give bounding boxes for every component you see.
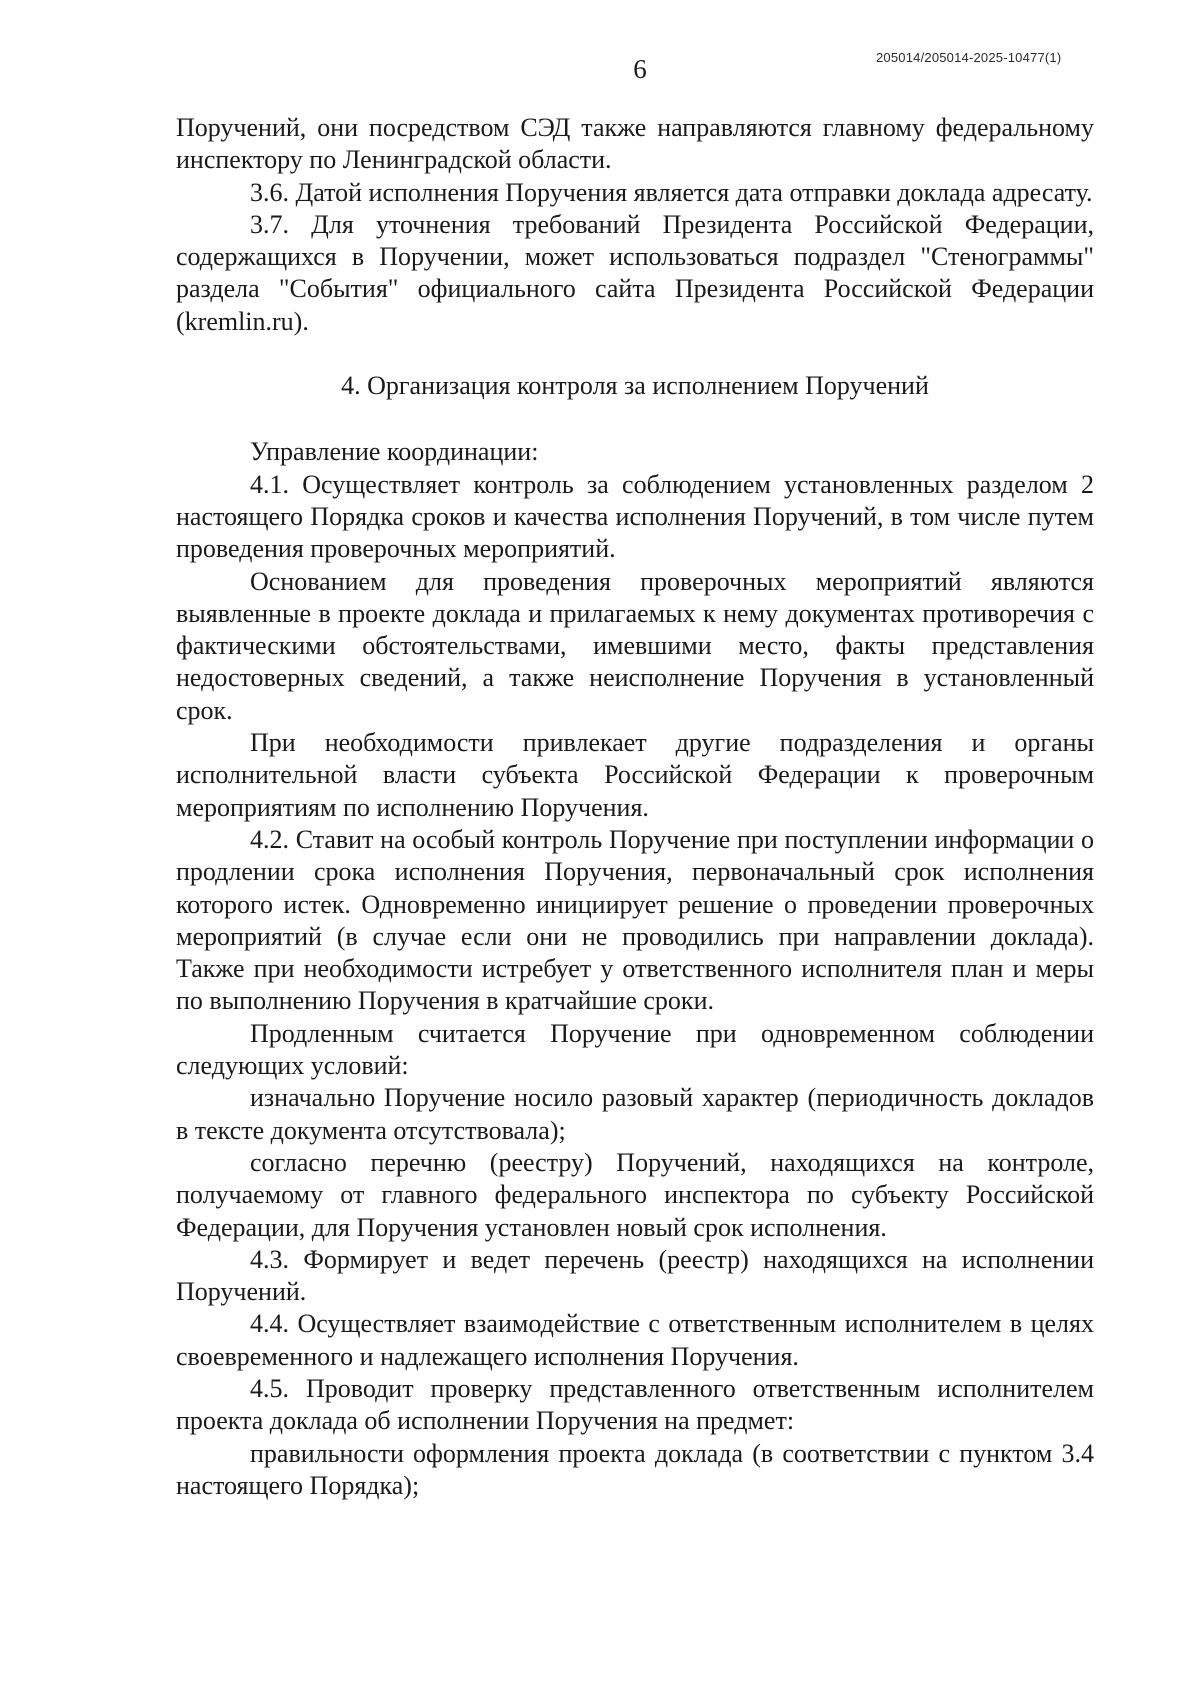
paragraph-4-1: 4.1. Осуществляет контроль за соблюдением установленных разделом 2 настоящего Порядка сроков и качества исполнения Поручений, в том числе путем проведения проверочных мероприятий. [176, 469, 1094, 564]
paragraph-4-5: 4.5. Проводит проверку представленного ответственным исполнителем проекта доклада об исполнении Поручения на предмет: [176, 1373, 1094, 1436]
document-body [176, 112, 1094, 1502]
paragraph-condition-2: согласно перечню (реестру) Поручений, находящихся на контроле, получаемому от главного федерального инспектора по субъекту Российской Федерации, для Поручения установлен новый срок исполнения. [176, 1147, 1094, 1242]
paragraph-3-7: 3.7. Для уточнения требований Президента Российской Федерации, содержащихся в Поручении, может использоваться подраздел "Стенограммы" раздела "События" официального сайта Президента Российской Федерации (kremlin.ru). [176, 209, 1094, 336]
paragraph-3-6: 3.6. Датой исполнения Поручения является дата отправки доклада адресату. [250, 177, 1093, 207]
page-number: 6 [633, 54, 647, 84]
paragraph-4-2: 4.2. Ставит на особый контроль Поручение при поступлении информации о продлении срока исполнения Поручения, первоначальный срок исполнения которого истек. Одновременно инициирует решение о проведении проверочных мероприятий (в случае если они не проводились при направлении доклада). Также при необходимости истребует у ответственного исполнителя план и меры по выполнению Поручения в кратчайшие сроки. [176, 824, 1094, 1016]
paragraph-extended: Продленным считается Поручение при одновременном соблюдении следующих условий: [176, 1018, 1094, 1081]
paragraph-continuation: Поручений, они посредством СЭД также направляются главному федеральному инспектору по Ленинградской области. [176, 113, 1094, 175]
paragraph-correctness: правильности оформления проекта доклада (в соответствии с пунктом 3.4 настоящего Порядка); [176, 1438, 1094, 1500]
paragraph-4-3: 4.3. Формирует и ведет перечень (реестр) находящихся на исполнении Поручений. [176, 1244, 1094, 1307]
paragraph-4-4: 4.4. Осуществляет взаимодействие с ответственным исполнителем в целях своевременного и надлежащего исполнения Поручения. [176, 1309, 1094, 1371]
paragraph-grounds: Основанием для проведения проверочных мероприятий являются выявленные в проекте доклада и прилагаемых к нему документах противоречия с фактическими обстоятельствами, имевшими место, факты представления недостоверных сведений, а также неисполнение Поручения в установленный срок. [176, 566, 1094, 725]
document-id: 205014/205014-2025-10477(1) [876, 50, 1062, 65]
paragraph-condition-1: изначально Поручение носило разовый характер (периодичность докладов в тексте документа отсутствовала); [176, 1083, 1094, 1145]
paragraph-intro: Управление координации: [250, 437, 539, 467]
section-4-heading: 4. Организация контроля за исполнением Поручений [341, 371, 929, 401]
paragraph-involve: При необходимости привлекает другие подразделения и органы исполнительной власти субъекта Российской Федерации к проверочным мероприятиям по исполнению Поручения. [176, 728, 1094, 822]
